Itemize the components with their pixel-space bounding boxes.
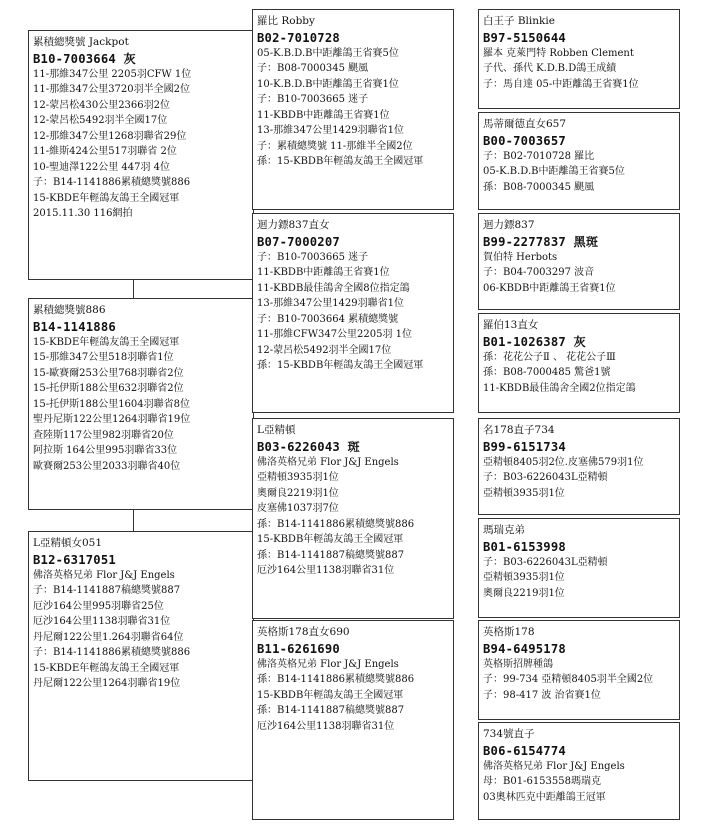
record-line: 11-KBDB最佳鴿舍全國8位指定鴿 [257, 282, 410, 294]
record-line: 孫：B14-1141887稿總獎號887 [257, 705, 405, 716]
record-line: 15-KBDE年輕鴿友鴿王全國冠軍 [33, 336, 180, 348]
record-line: 12-那維347公里1268羽聯省29位 [33, 130, 187, 142]
record-line: 亞精頓8405羽2位.皮塞佛579羽1位 [483, 456, 644, 468]
record-line: 子：馬自達 05-中距離鴿王省賽1位 [483, 78, 639, 90]
pigeon-name: 羅比 Robby [257, 15, 315, 27]
ring-number: B14-1141886 [33, 319, 116, 334]
pigeon-name: L亞精頓女051 [33, 537, 103, 549]
record-line: 孫：B08-7000485 驚爸1號 [483, 367, 611, 378]
record-line: 查陸斯117公里982羽聯省20位 [33, 429, 174, 441]
record-line: 11-那維CFW347公里2205羽 1位 [257, 329, 413, 340]
record-line: 歐賽爾253公里2033羽聯省40位 [33, 460, 181, 472]
record-line: 母：B01-6153558瑪瑞克 [483, 776, 601, 787]
record-line: 15-KBDB年輕鴿友鴿王全國冠軍 [257, 689, 404, 701]
record-line: 11-KBDB最佳鴿舍全國2位指定鴿 [483, 382, 636, 394]
pigeon-name: L亞精頓 [257, 424, 296, 436]
record-line: 05-K.B.D.B中距離鴿王省賽5位 [257, 47, 399, 59]
record-line: 孫：15-KBDB年輕鴿友鴿王全國冠軍 [257, 360, 424, 371]
connector-line [133, 279, 134, 298]
record-line: 賀伯特 Herbots [483, 251, 558, 263]
record-line: 亞精頓3935羽1位 [257, 472, 339, 483]
ring-number: B06-6154774 [483, 743, 566, 758]
record-line: 15-KBDE年輕鴿友鴿王全國冠軍 [33, 662, 180, 674]
record-line: 15-KBDE年輕鴿友鴿王全國冠軍 [33, 192, 180, 204]
ring-number: B07-7000207 [257, 234, 340, 249]
record-line: 奧爾良2219羽1位 [483, 587, 565, 599]
record-line: 阿拉斯 164公里995羽聯省33位 [33, 445, 178, 456]
pedigree-card-g-5 [478, 418, 680, 515]
pedigree-card-sire-dam [252, 213, 454, 413]
record-line: 子：B14-1141886累積總獎號886 [33, 177, 191, 188]
pigeon-name: 馬蒂爾德直女657 [483, 118, 567, 130]
record-line: 06-KBDB中距離鴿王省賽1位 [483, 282, 616, 294]
record-line: 12-蒙呂松5492羽半全國17位 [33, 115, 168, 126]
ring-number: B12-6317051 [33, 552, 116, 567]
ring-number: B01-1026387 灰 [483, 334, 586, 349]
record-line: 子：B10-7003665 迷子 [257, 251, 369, 263]
record-line: 15-托伊斯188公里632羽聯省2位 [33, 383, 184, 394]
ring-number: B10-7003664 灰 [33, 51, 136, 66]
record-line: 11-那維347公里 2205羽CFW 1位 [33, 68, 192, 80]
record-line: 佛洛英格兄弟 Flor J&J Engels [257, 658, 399, 670]
record-line: 13-那維347公里1429羽聯省1位 [257, 298, 405, 309]
record-line: 11-KBDB中距離鴿王省賽1位 [257, 267, 390, 278]
pigeon-name: 累積總獎號 Jackpot [33, 36, 129, 48]
pedigree-card-dam-sire [252, 418, 454, 619]
pedigree-card-g-3 [478, 213, 680, 310]
record-line: 亞精頓3935羽1位 [483, 572, 565, 583]
pigeon-name: 瑪瑞克弟 [483, 524, 525, 536]
record-line: 孫：B14-1141886累積總獎號886 [257, 674, 415, 685]
record-line: 厄沙164公里995羽聯省25位 [33, 600, 164, 612]
record-line: 11-維斯424公里517羽聯省 2位 [33, 146, 177, 157]
pigeon-name: 迴力鏢837直女 [257, 219, 330, 231]
record-line: 15-那維347公里518羽聯省1位 [33, 352, 174, 363]
record-line: 子代、孫代 K.D.B.D鴿王成績 [483, 63, 617, 74]
record-line: 丹尼爾122公里1264羽聯省19位 [33, 678, 181, 689]
record-line: 佛洛英格兄弟 Flor J&J Engels [33, 569, 175, 581]
pedigree-card-dam [28, 531, 254, 781]
record-line: 聖丹尼斯122公里1264羽聯省19位 [33, 414, 191, 425]
record-line: 15-KBDB年輕鴿友鴿王全國冠軍 [257, 534, 404, 545]
pedigree-card-sire-sire [252, 9, 454, 210]
pigeon-name: 名178直子734 [483, 424, 555, 436]
record-line: 子：B14-1141886累積總獎號886 [33, 647, 191, 658]
ring-number: B03-6226043 斑 [257, 439, 360, 454]
pedigree-card-g-8 [478, 722, 680, 820]
record-line: 11-KBDB中距離鴿王省賽1位 [257, 109, 390, 121]
record-line: 孫：花花公子Ⅱ 、 花花公子Ⅲ [483, 351, 616, 363]
record-line: 厄沙164公里1138羽聯省31位 [257, 720, 395, 732]
ring-number: B01-6153998 [483, 539, 566, 554]
ring-number: B00-7003657 [483, 133, 566, 148]
record-line: 奧爾良2219羽1位 [257, 487, 339, 499]
pedigree-card-g-6 [478, 518, 680, 618]
record-line: 10-聖迪澤122公里 447羽 4位 [33, 161, 170, 173]
record-line: 子：99-734 亞精頓8405羽半全國2位 [483, 674, 654, 685]
pedigree-card-sire [28, 298, 254, 510]
pedigree-card-dam-dam [252, 620, 454, 820]
record-line: 子：B14-1141887稿總獎號887 [33, 585, 181, 596]
pigeon-name: 英格斯178 [483, 626, 535, 638]
pedigree-card-g-4 [478, 313, 680, 413]
record-line: 厄沙164公里1138羽聯省31位 [257, 565, 395, 576]
record-line: 亞精頓3935羽1位 [483, 487, 565, 499]
ring-number: B02-7010728 [257, 30, 340, 45]
record-line: 孫：B08-7000345 颶風 [483, 181, 595, 193]
record-line: 孫：B14-1141886累積總獎號886 [257, 518, 415, 530]
pigeon-name: 白王子 Blinkie [483, 15, 555, 27]
record-line: 子：B03-6226043L亞精頓 [483, 556, 608, 568]
record-line: 孫：15-KBDB年輕鴿友鴿王全國冠軍 [257, 156, 424, 167]
record-line: 11-那維347公里3720羽半全國2位 [33, 84, 191, 95]
ring-number: B11-6261690 [257, 641, 340, 656]
record-line: 子：B04-7003297 波音 [483, 267, 595, 278]
record-line: 皮塞佛1037羽7位 [257, 503, 339, 514]
record-line: 丹尼爾122公里1.264羽聯省64位 [33, 631, 184, 643]
pedigree-card-g-7 [478, 620, 680, 720]
record-line: 10-K.B.D.B中距離鴿王省賽1位 [257, 78, 399, 90]
pigeon-name: 羅伯13直女 [483, 319, 539, 331]
record-line: 12-蒙呂松5492羽半全國17位 [257, 344, 392, 356]
record-line: 15-托伊斯188公里1604羽聯省8位 [33, 398, 191, 410]
ring-number: B99-6151734 [483, 439, 566, 454]
pedigree-card-g-1 [478, 9, 680, 109]
ring-number: B97-5150644 [483, 30, 566, 45]
record-line: 05-K.B.D.B中距離鴿王省賽5位 [483, 166, 625, 177]
connector-line [133, 510, 134, 531]
pigeon-name: 累積總獎號886 [33, 304, 106, 316]
record-line: 15-歐賽爾253公里768羽聯省2位 [33, 367, 184, 379]
pigeon-name: 英格斯178直女690 [257, 626, 350, 638]
record-line: 子：B03-6226043L亞精頓 [483, 472, 608, 483]
record-line: 子：B02-7010728 羅比 [483, 150, 595, 162]
record-line: 英格斯招牌種鴿 [483, 658, 553, 670]
record-line: 孫：B14-1141887稿總獎號887 [257, 549, 405, 561]
record-line: 子：累積總獎號 11-那維半全國2位 [257, 140, 413, 152]
pedigree-card-subject [28, 30, 254, 280]
record-line: 13-那維347公里1429羽聯省1位 [257, 125, 405, 136]
ring-number: B99-2277837 黑斑 [483, 234, 599, 249]
pedigree-card-g-2 [478, 112, 680, 210]
record-line: 子：B10-7003664 累積總獎號 [257, 313, 399, 325]
record-line: 佛洛英格兄弟 Flor J&J Engels [257, 456, 399, 468]
record-line: 子：98-417 波 治省賽1位 [483, 689, 601, 701]
record-line: 2015.11.30 116網拍 [33, 208, 133, 219]
record-line: 12-蒙呂松430公里2366羽2位 [33, 99, 171, 111]
pigeon-name: 734號直子 [483, 728, 535, 740]
record-line: 子：B10-7003665 迷子 [257, 94, 369, 105]
record-line: 羅本 克萊門特 Robben Clement [483, 47, 634, 59]
record-line: 子：B08-7000345 颶風 [257, 63, 369, 74]
record-line: 佛洛英格兄弟 Flor J&J Engels [483, 760, 625, 772]
record-line: 03奧林匹克中距離鴿王冠軍 [483, 791, 606, 803]
record-line: 厄沙164公里1138羽聯省31位 [33, 616, 171, 627]
pigeon-name: 迴力鏢837 [483, 219, 535, 231]
ring-number: B94-6495178 [483, 641, 566, 656]
